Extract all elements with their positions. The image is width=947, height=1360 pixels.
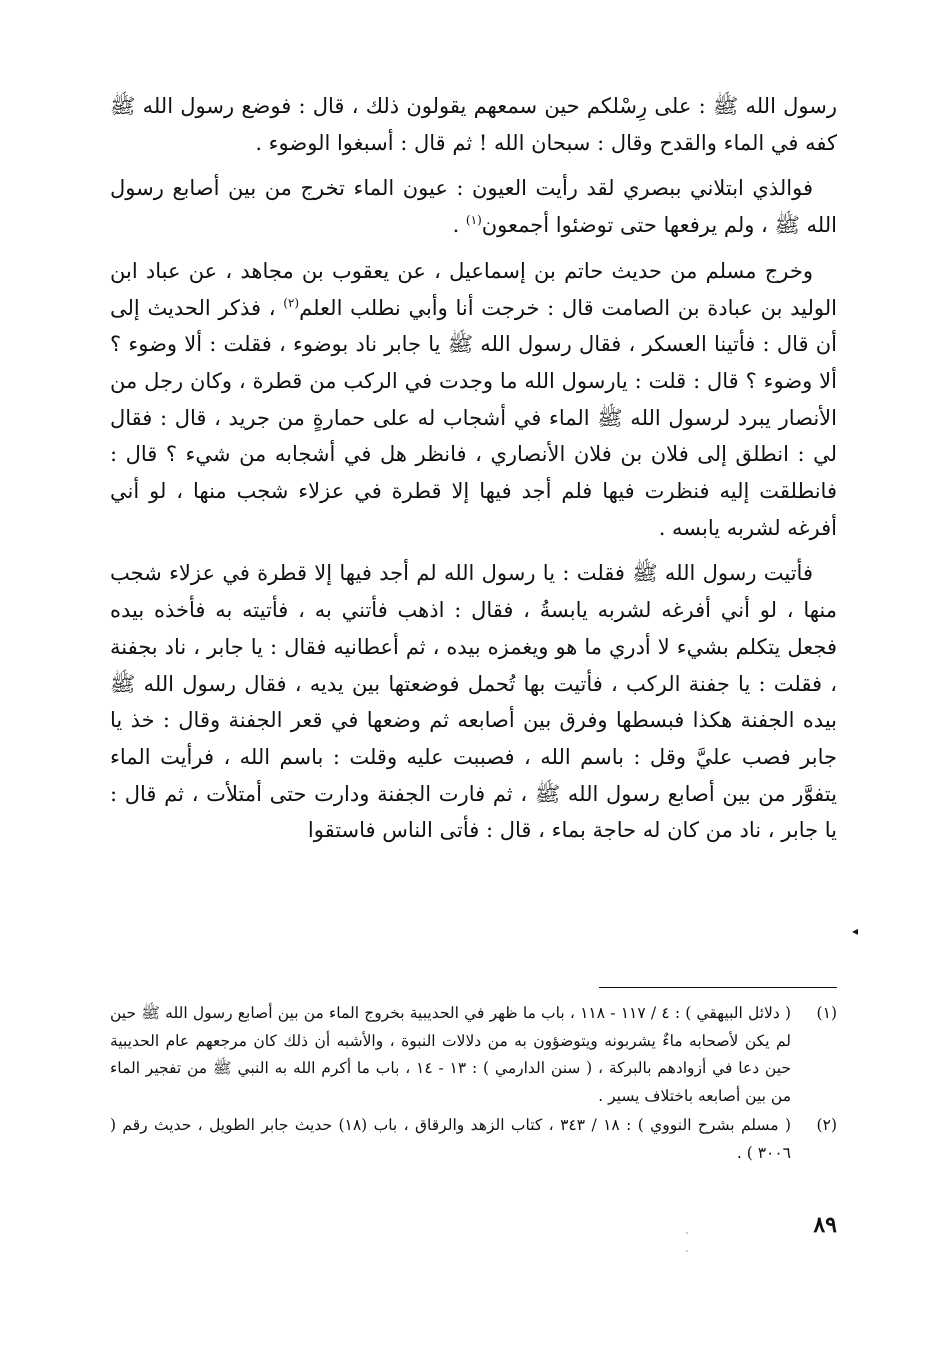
scan-speck [686, 1250, 688, 1252]
main-text [110, 88, 837, 858]
footnote-ref-2[interactable]: (٢) [283, 295, 300, 310]
footnote-1 [110, 1000, 837, 1110]
footnote-ref-1[interactable]: (١) [465, 213, 482, 228]
footnotes [110, 1000, 837, 1169]
page-number: ٨٩ [813, 1212, 837, 1238]
footnote-number: (١) [816, 1004, 837, 1022]
footnote-text: ( دلائل البيهقي ) : ٤ / ١١٧ - ١١٨ ، باب ما ظهر في الحديبية بخروج الماء من بين أصابع رسول الله ﷺ حين لم يكن لأصحابه ماءٌ يشربونه ويتوضؤون به من دلالات النبوة ، والأشبه أن ذلك كان مرجعهم عام الحديبية حين دعا في أزوادهم بالبركة ، ( سنن الدارمي ) : ١٣ - ١٤ ، باب ما أكرم الله به النبي ﷺ من تفجير الماء من بين أصابعه باختلاف يسير . [110, 1004, 792, 1105]
footnote-number: (٢) [816, 1116, 837, 1134]
footnote-separator [599, 987, 837, 988]
paragraph-2: فوالذي ابتلاني ببصري لقد رأيت العيون : عيون الماء تخرج من بين أصابع رسول الله ﷺ ، ولم يرفعها حتى توضئوا أجمعون$^{(١)}$ . [110, 176, 837, 238]
paragraph-3: وخرج مسلم من حديث حاتم بن إسماعيل ، عن يعقوب بن مجاهد ، عن عباد ابن الوليد بن عبادة بن الصامت قال : خرجت أنا وأبي نطلب العلم$^{(٢)}$ ، فذكر الحديث إلى أن قال : فأتينا العسكر ، فقال رسول الله ﷺ يا جابر ناد بوضوء ، فقلت : ألا وضوء ؟ ألا وضوء ؟ قال : قلت : يارسول الله ما وجدت في الركب من قطرة ، وكان رجل من الأنصار يبرد لرسول الله ﷺ الماء في أشجاب له على حمارةٍ من جريد ، قال : فقال لي : انطلق إلى فلان بن فلان الأنصاري ، فانظر هل في أشجابه من شيء ؟ قال : فانطلقت إليه فنظرت فيها فلم أجد فيها إلا قطرة في عزلاء شجب منها ، لو أني أفرغه لشربه يابسه . [110, 258, 838, 540]
paragraph-4: فأتيت رسول الله ﷺ فقلت : يا رسول الله لم أجد فيها إلا قطرة في عزلاء شجب منها ، لو أني أفرغه لشربه يابسةُ ، فقال : اذهب فأتني به ، فأتيته به فأخذه بيده فجعل يتكلم بشيء لا أدري ما هو ويغمزه بيده ، ثم أعطانيه فقال : يا جابر ، ناد بجفنة ، فقلت : يا جفنة الركب ، فأتيت بها تُحمل فوضعتها بين يديه ، فقال رسول الله ﷺ بيده الجفنة هكذا فبسطها وفرق بين أصابعه ثم وضعها في قعر الجفنة وقال : خذ يا جابر فصب عليَّ وقل : باسم الله ، فصببت عليه وقلت : باسم الله ، فرأيت الماء يتفوَّر من بين أصابع رسول الله ﷺ ، ثم فارت الجفنة ودارت حتى أمتلأت ، ثم قال : يا جابر ، ناد من كان له حاجة بماء ، قال : فأتى الناس فاستقوا [110, 561, 837, 843]
footnote-2 [110, 1112, 837, 1167]
paragraph-1: رسول الله ﷺ : على رِسْلكم حين سمعهم يقولون ذلك ، قال : فوضع رسول الله ﷺ كفه في الماء والقدح وقال : سبحان الله ! ثم قال : أسبغوا الوضوء . [110, 94, 837, 155]
footnote-text: ( مسلم بشرح النووي ) : ١٨ / ٣٤٣ ، كتاب الزهد والرقاق ، باب (١٨) حديث جابر الطويل ، حديث رقم ( ٣٠٠٦ ) . [110, 1116, 791, 1162]
scan-speck [686, 1232, 688, 1234]
continuation-mark-icon: ◂ [851, 924, 858, 938]
